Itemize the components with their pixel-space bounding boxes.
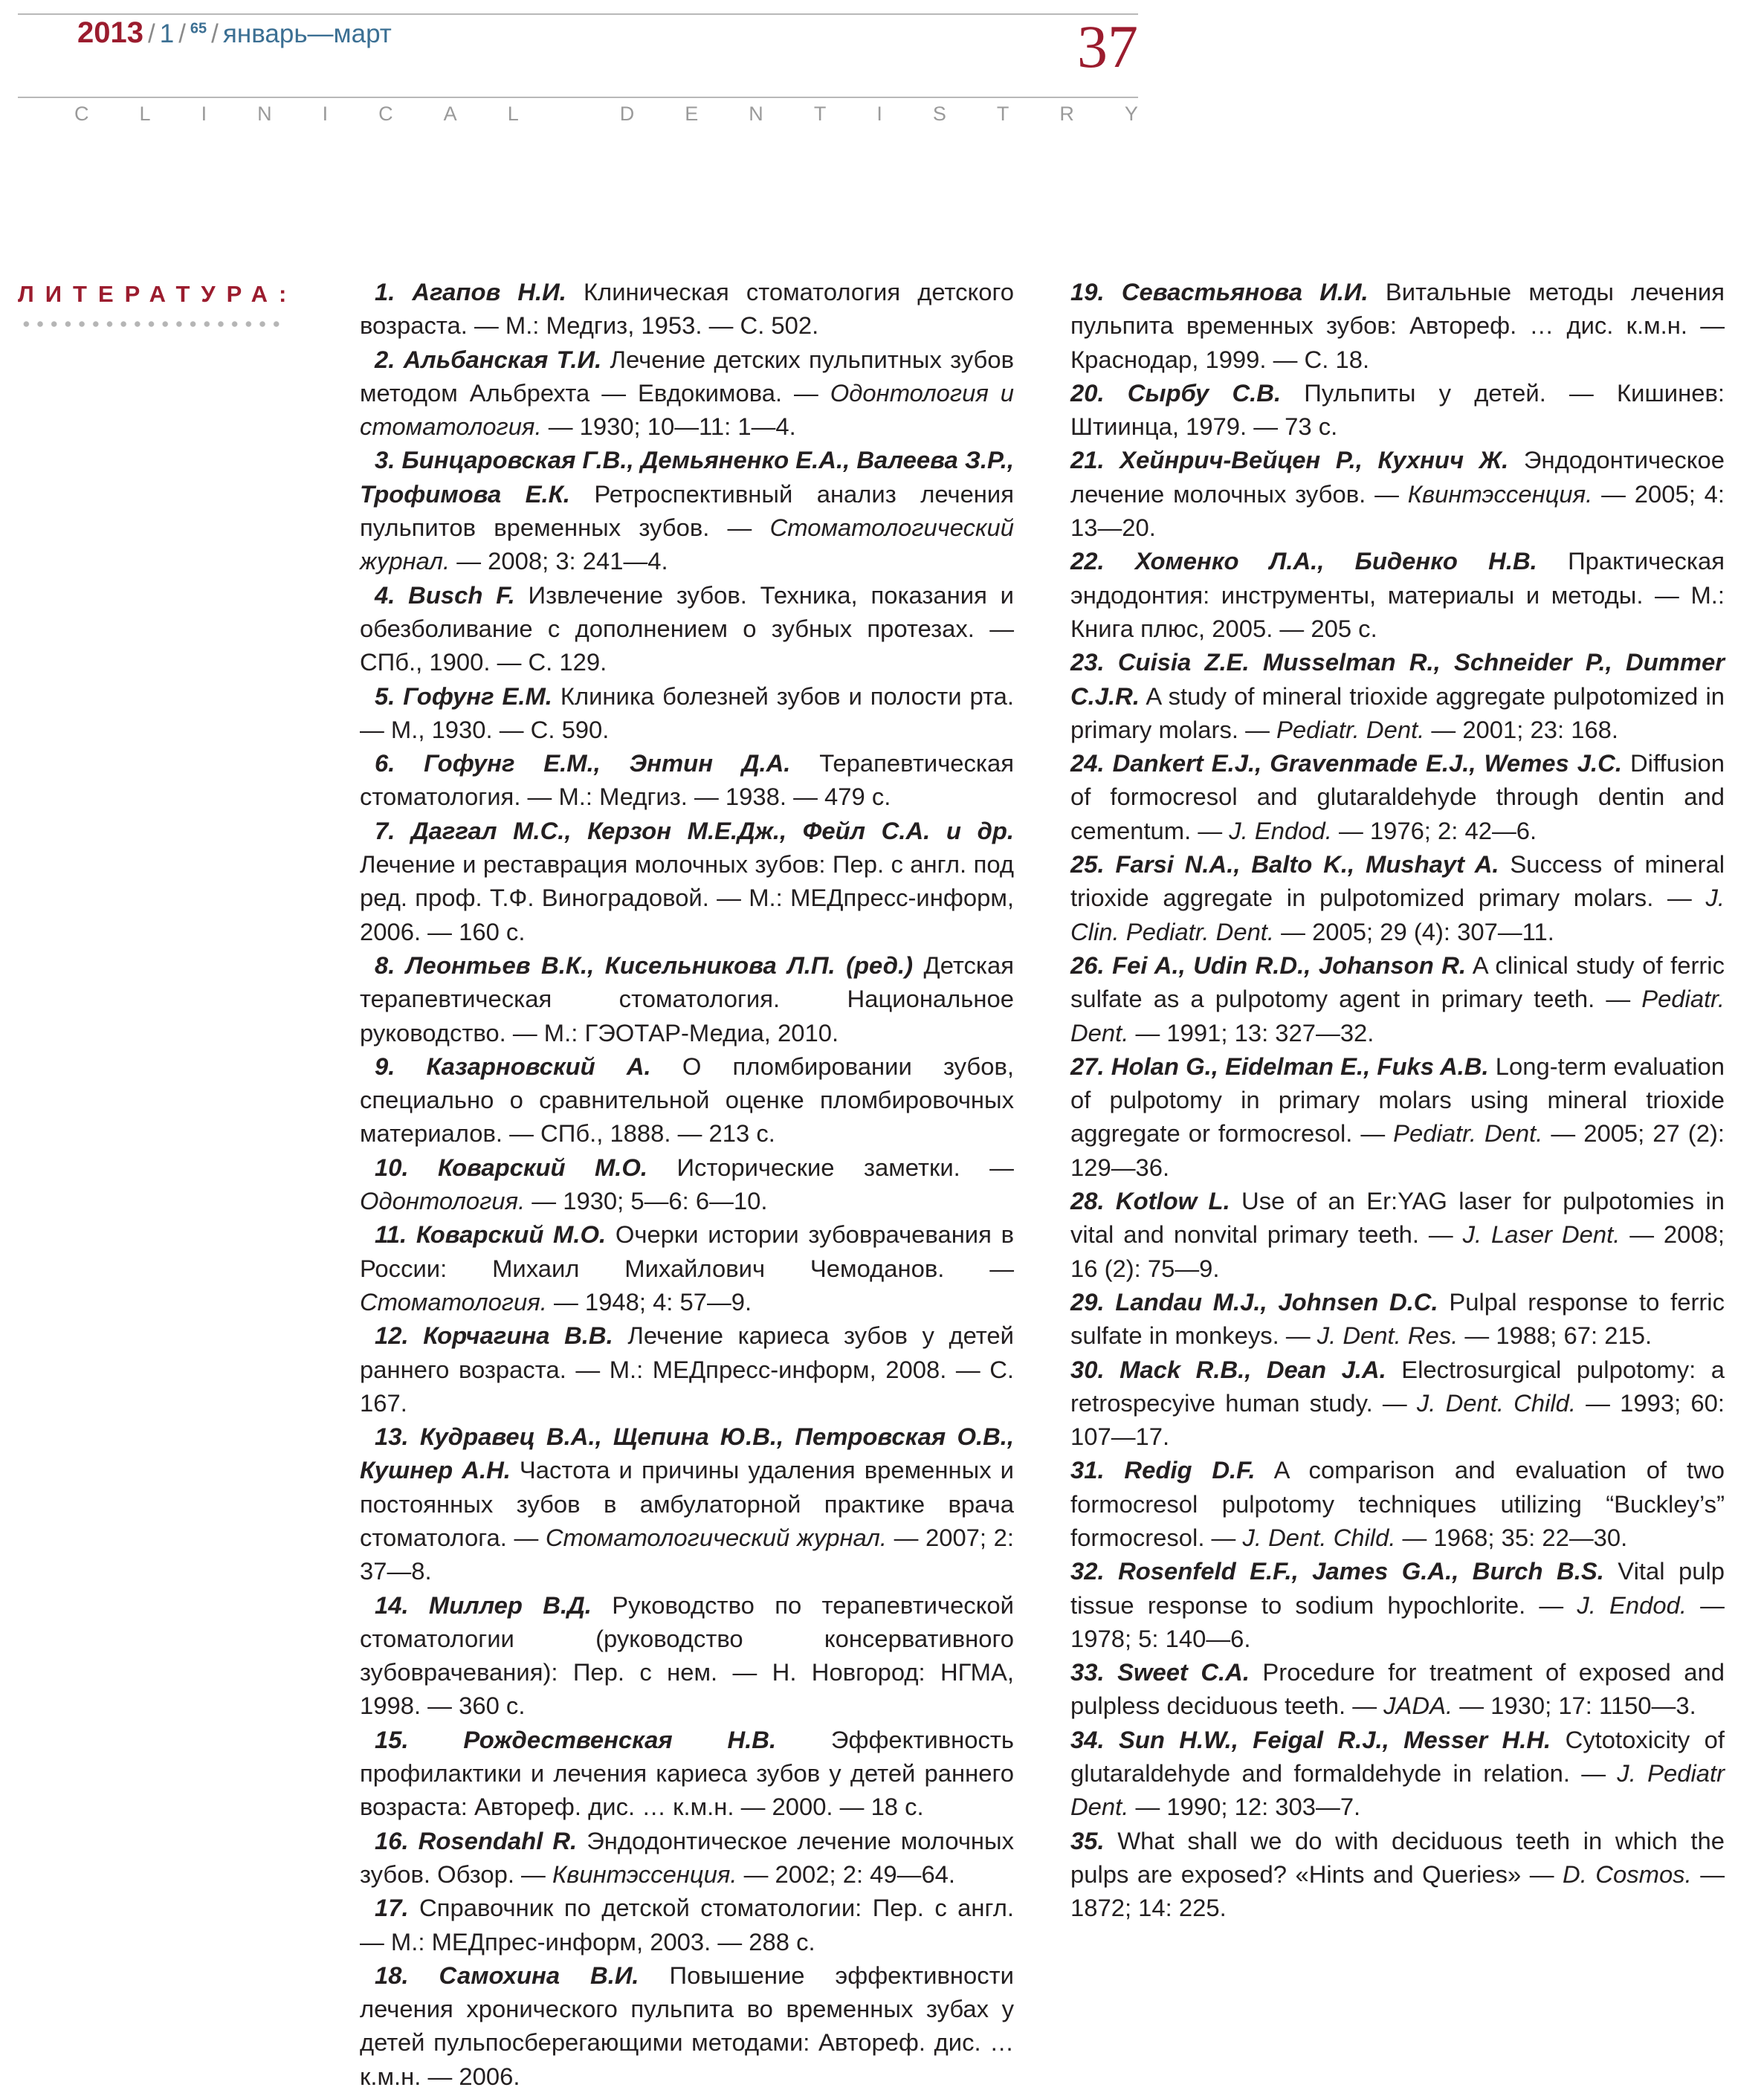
reference-entry bbox=[360, 1891, 1014, 1958]
reference-entry bbox=[360, 1049, 1014, 1151]
reference-journal: J. Dent. Res. bbox=[1316, 1322, 1458, 1350]
journal-title-letter: Y bbox=[1124, 103, 1138, 125]
reference-authors: 11. Коварский М.О. bbox=[375, 1220, 607, 1249]
reference-text: — 2002; 2: 49—64. bbox=[737, 1860, 956, 1888]
reference-text: — 1948; 4: 57—9. bbox=[546, 1287, 752, 1316]
reference-text: Эндодонтическое лечение молочных зубов. Обзор. — bbox=[360, 1826, 1015, 1888]
reference-text: — 2005; 29 (4): 307—11. bbox=[1274, 917, 1554, 945]
reference-text: — 2001; 23: 168. bbox=[1424, 715, 1619, 743]
reference-journal: D. Cosmos. bbox=[1563, 1860, 1692, 1888]
reference-authors: 18. Самохина В.И. bbox=[375, 1961, 639, 1989]
reference-authors: 24. Dankert E.J., Gravenmade E.J., Wemes J.C. bbox=[1070, 749, 1622, 777]
reference-journal: Одонтология. bbox=[360, 1187, 526, 1215]
reference-journal: J. Pediatr Dent. bbox=[1070, 1759, 1725, 1821]
reference-text: Повышение эффективности лечения хронического пульпита во временных зубах у детей пульпосберегающими методами: Автореф. дис. … к.м.н. — 2006. bbox=[360, 1961, 1014, 2090]
reference-journal: Стоматология. bbox=[360, 1287, 547, 1316]
journal-title-letter: S bbox=[932, 103, 946, 125]
page-header bbox=[0, 0, 1764, 141]
issue-info bbox=[77, 16, 392, 50]
reference-text: Vital pulp tissue response to sodium hypochlorite. — bbox=[1070, 1557, 1725, 1619]
journal-title-letter: I bbox=[322, 103, 329, 125]
reference-text: Use of an Er:YAG laser for pulpotomies in vital and nonvital primary teeth. — bbox=[1070, 1187, 1725, 1249]
reference-journal: Pediatr. Dent. bbox=[1393, 1119, 1543, 1148]
reference-entry bbox=[360, 746, 1014, 814]
header-bottom-rule bbox=[18, 97, 1138, 98]
journal-title bbox=[74, 103, 1138, 132]
reference-text: — 1993; 60: 107—17. bbox=[1070, 1388, 1725, 1451]
reference-text: Procedure for treatment of exposed and pulpless deciduous teeth. — bbox=[1070, 1658, 1725, 1720]
reference-entry bbox=[360, 1151, 1014, 1218]
reference-authors: 34. Sun H.W., Feigal R.J., Messer H.H. bbox=[1070, 1725, 1551, 1753]
reference-authors: 31. Redig D.F. bbox=[1070, 1456, 1256, 1484]
reference-authors: 19. Севастьянова И.И. bbox=[1070, 278, 1369, 305]
issue-separator: / bbox=[211, 19, 219, 48]
reference-journal: Стоматологический журнал. bbox=[545, 1523, 887, 1551]
reference-text: Ретроспективный анализ лечения пульпитов временных зубов. — bbox=[360, 479, 1015, 542]
reference-authors: 15. Рождественская Н.В. bbox=[375, 1725, 777, 1753]
issue-separator: / bbox=[178, 19, 186, 48]
reference-authors: 5. Гофунг Е.М. bbox=[375, 682, 552, 710]
reference-text: — 1930; 5—6: 6—10. bbox=[525, 1187, 768, 1215]
page-number: 37 bbox=[1077, 13, 1138, 80]
reference-text: What shall we do with deciduous teeth in which the pulps are exposed? «Hints and Queries» — bbox=[1070, 1826, 1725, 1888]
reference-journal: Одонтология и стоматология. bbox=[360, 378, 1015, 441]
reference-entry bbox=[1070, 746, 1725, 847]
journal-title-letter: L bbox=[139, 103, 151, 125]
reference-entry bbox=[360, 679, 1014, 747]
reference-authors: 23. Cuisia Z.E. Musselman R., Schneider P., Dummer C.J.R. bbox=[1070, 648, 1725, 710]
reference-authors: 20. Сырбу С.В. bbox=[1070, 378, 1282, 407]
reference-entry bbox=[1070, 376, 1725, 444]
reference-entry bbox=[360, 814, 1014, 948]
reference-authors: 14. Миллер В.Д. bbox=[375, 1591, 592, 1619]
reference-journal: Pediatr. Dent. bbox=[1276, 715, 1425, 743]
reference-text: A comparison and evaluation of two formocresol pulpotomy techniques utilizing “Buckley’s” formocresol. — bbox=[1070, 1456, 1725, 1551]
reference-authors: 17. bbox=[375, 1894, 409, 1922]
reference-entry bbox=[360, 1420, 1014, 1588]
journal-title-letter: R bbox=[1059, 103, 1074, 125]
reference-text: A clinical study of ferric sulfate as a pulpotomy agent in primary teeth. — bbox=[1070, 951, 1725, 1013]
reference-entry bbox=[1070, 1655, 1725, 1723]
reference-entry bbox=[360, 1723, 1014, 1824]
journal-title-letter: C bbox=[74, 103, 89, 125]
reference-entry bbox=[1070, 443, 1725, 544]
reference-text: Лечение детских пульпитных зубов методом Альбрехта — Евдокимова. — bbox=[360, 345, 1014, 407]
reference-authors: 13. Кудравец В.А., Щепина Ю.В., Петровская О.В., Кушнер А.Н. bbox=[360, 1423, 1014, 1484]
reference-journal: Квинтэссенция. bbox=[1407, 479, 1593, 508]
reference-text: Исторические заметки. — bbox=[647, 1153, 1014, 1181]
reference-text: Лечение кариеса зубов у детей раннего возраста. — М.: МЕДпресс-информ, 2008. — С. 167. bbox=[360, 1322, 1014, 1417]
reference-journal: JADA. bbox=[1383, 1692, 1453, 1720]
reference-authors: 33. Sweet C.A. bbox=[1070, 1658, 1250, 1686]
journal-title-letter: I bbox=[876, 103, 882, 125]
reference-authors: 26. Fei A., Udin R.D., Johanson R. bbox=[1070, 951, 1467, 979]
reference-journal: Стоматологический журнал. bbox=[360, 514, 1014, 575]
reference-text: — 1930; 10—11: 1—4. bbox=[541, 413, 796, 441]
reference-text: Эффективность профилактики и лечения кариеса зубов у детей раннего возраста: Автореф. дис. … к.м.н. — 2000. — 18 с. bbox=[360, 1725, 1015, 1821]
reference-text: — 2005; 4: 13—20. bbox=[1070, 479, 1725, 542]
reference-authors: 32. Rosenfeld E.F., James G.A., Burch B.S. bbox=[1070, 1557, 1604, 1585]
reference-entry bbox=[360, 343, 1014, 444]
references-column-left bbox=[360, 275, 1014, 2093]
reference-text: Cytotoxicity of glutaraldehyde and formaldehyde in relation. — bbox=[1070, 1725, 1725, 1788]
reference-authors: 25. Farsi N.A., Balto K., Mushayt A. bbox=[1070, 850, 1499, 879]
reference-text: Electrosurgical pulpotomy: a retrospecyive human study. — bbox=[1070, 1355, 1725, 1417]
reference-authors: 12. Корчагина В.В. bbox=[375, 1322, 613, 1350]
reference-text: Клиника болезней зубов и полости рта. — М., 1930. — С. 590. bbox=[360, 682, 1015, 743]
journal-title-letter: E bbox=[685, 103, 699, 125]
reference-authors: 2. Альбанская Т.И. bbox=[375, 345, 602, 373]
reference-text: — 1991; 13: 327—32. bbox=[1128, 1018, 1374, 1046]
reference-text: — 1930; 17: 1150—3. bbox=[1453, 1692, 1696, 1720]
reference-text: A study of mineral trioxide aggregate pulpotomized in primary molars. — bbox=[1070, 682, 1725, 743]
journal-title-letter: I bbox=[201, 103, 207, 125]
journal-title-letter: C bbox=[378, 103, 393, 125]
reference-text: — 2007; 2: 37—8. bbox=[360, 1523, 1014, 1585]
reference-authors: 29. Landau M.J., Johnsen D.C. bbox=[1070, 1287, 1438, 1316]
journal-title-letter: T bbox=[813, 103, 827, 125]
reference-text: Частота и причины удаления временных и постоянных зубов в амбулаторной практике врача стоматолога. — bbox=[360, 1456, 1014, 1551]
reference-entry bbox=[1070, 544, 1725, 645]
reference-text: Diffusion of formocresol and glutaraldehyde through dentin and cementum. — bbox=[1070, 749, 1725, 844]
reference-journal: J. Clin. Pediatr. Dent. bbox=[1070, 884, 1725, 945]
reference-text: Клиническая стоматология детского возраста. — М.: Медгиз, 1953. — С. 502. bbox=[360, 278, 1014, 340]
journal-title-letter: A bbox=[443, 103, 457, 125]
references-column-right bbox=[1070, 275, 1725, 1925]
reference-authors: 27. Holan G., Eidelman E., Fuks A.B. bbox=[1070, 1052, 1489, 1080]
journal-title-letter: L bbox=[507, 103, 519, 125]
reference-text: Справочник по детской стоматологии: Пер. с англ. — М.: МЕДпрес-информ, 2003. — 288 с. bbox=[360, 1894, 1014, 1955]
reference-text: Очерки истории зубоврачевания в России: Михаил Михайлович Чемоданов. — bbox=[360, 1220, 1014, 1282]
issue-total-number: 65 bbox=[190, 20, 207, 37]
reference-entry bbox=[1070, 275, 1725, 376]
reference-text: Извлечение зубов. Техника, показания и обезболивание с дополнением о зубных протезах. — СПб., 1900. — С. 129. bbox=[360, 580, 1014, 676]
references-heading: ЛИТЕРАТУРА: bbox=[18, 281, 298, 307]
reference-text: Лечение и реставрация молочных зубов: Пер. с англ. под ред. проф. Т.Ф. Виноградовой. — М.: МЕДпресс-информ, 2006. — 160 с. bbox=[360, 850, 1014, 945]
reference-text: — 1872; 14: 225. bbox=[1070, 1860, 1725, 1922]
issue-months: январь—март bbox=[222, 19, 392, 48]
reference-entry bbox=[360, 948, 1014, 1049]
reference-entry bbox=[360, 1958, 1014, 2093]
reference-entry bbox=[1070, 1285, 1725, 1353]
reference-text: — 2008; 16 (2): 75—9. bbox=[1070, 1220, 1725, 1282]
reference-entry bbox=[360, 1319, 1014, 1420]
reference-authors: 6. Гофунг Е.М., Энтин Д.А. bbox=[375, 749, 791, 777]
reference-authors: 22. Хоменко Л.А., Биденко Н.В. bbox=[1070, 547, 1537, 575]
reference-journal: J. Dent. Child. bbox=[1416, 1388, 1576, 1417]
reference-text: Терапевтическая стоматология. — М.: Медгиз. — 1938. — 479 с. bbox=[360, 749, 1014, 811]
reference-entry bbox=[360, 1588, 1014, 1723]
reference-journal: Pediatr. Dent. bbox=[1070, 985, 1725, 1046]
header-top-rule bbox=[18, 13, 1138, 15]
reference-text: Детская терапевтическая стоматология. Национальное руководство. — М.: ГЭОТАР-Медиа, 2010. bbox=[360, 951, 1014, 1046]
reference-entry bbox=[360, 275, 1014, 343]
reference-text: Pulpal response to ferric sulfate in monkeys. — bbox=[1070, 1287, 1725, 1350]
reference-entry bbox=[1070, 1453, 1725, 1554]
issue-separator: / bbox=[147, 19, 155, 48]
reference-entry bbox=[360, 443, 1014, 578]
reference-authors: 21. Хейнрич-Вейцен Р., Кухнич Ж. bbox=[1070, 446, 1509, 474]
reference-authors: 10. Коварский М.О. bbox=[375, 1153, 648, 1181]
reference-text: О пломбировании зубов, специально о сравнительной оценке пломбировочных материалов. — СПб., 1888. — 213 с. bbox=[360, 1052, 1014, 1148]
reference-entry bbox=[1070, 1723, 1725, 1824]
reference-text: — 2005; 27 (2): 129—36. bbox=[1070, 1119, 1725, 1181]
reference-entry bbox=[1070, 1353, 1725, 1454]
reference-text: Практическая эндодонтия: инструменты, материалы и методы. — М.: Книга плюс, 2005. — 205 с. bbox=[1070, 547, 1725, 642]
reference-entry bbox=[1070, 1554, 1725, 1655]
reference-authors: 16. Rosendahl R. bbox=[375, 1826, 578, 1854]
dotted-divider bbox=[19, 320, 284, 329]
reference-text: Пульпиты у детей. — Кишинев: Штиинца, 1979. — 73 с. bbox=[1070, 378, 1725, 441]
reference-authors: 1. Агапов Н.И. bbox=[375, 278, 566, 305]
journal-title-letter: T bbox=[996, 103, 1009, 125]
reference-text: Витальные методы лечения пульпита временных зубов: Автореф. … дис. к.м.н. — Краснодар, 1999. — С. 18. bbox=[1070, 278, 1725, 373]
reference-journal: J. Laser Dent. bbox=[1462, 1220, 1621, 1249]
reference-journal: J. Endod. bbox=[1577, 1591, 1687, 1619]
reference-authors: 30. Mack R.B., Dean J.A. bbox=[1070, 1355, 1386, 1383]
reference-text: Success of mineral trioxide aggregate in pulpotomized primary molars. — bbox=[1070, 850, 1725, 912]
journal-title-letter: N bbox=[257, 103, 272, 125]
reference-text: Эндодонтическое лечение молочных зубов. — bbox=[1070, 446, 1725, 508]
reference-entry bbox=[360, 1824, 1014, 1892]
reference-entry bbox=[1070, 1184, 1725, 1285]
reference-text: Long-term evaluation of pulpotomy in primary molars using mineral trioxide aggregate or formocresol. — bbox=[1070, 1052, 1725, 1148]
reference-authors: 28. Kotlow L. bbox=[1070, 1187, 1230, 1215]
reference-text: — 1990; 12: 303—7. bbox=[1128, 1793, 1361, 1821]
reference-entry bbox=[1070, 1049, 1725, 1184]
reference-journal: J. Dent. Child. bbox=[1242, 1523, 1396, 1551]
reference-text: — 1978; 5: 140—6. bbox=[1070, 1591, 1725, 1652]
reference-entry bbox=[360, 1217, 1014, 1319]
reference-entry bbox=[1070, 948, 1725, 1049]
journal-title-letter: D bbox=[619, 103, 635, 125]
reference-authors: 7. Даггал М.С., Керзон М.Е.Дж., Фейл С.А. и др. bbox=[375, 816, 1014, 844]
reference-text: — 1988; 67: 215. bbox=[1458, 1322, 1652, 1350]
reference-entry bbox=[1070, 645, 1725, 746]
reference-entry bbox=[360, 578, 1014, 679]
reference-authors: 9. Казарновский А. bbox=[375, 1052, 651, 1080]
issue-year: 2013 bbox=[77, 16, 143, 49]
reference-entry bbox=[1070, 847, 1725, 948]
reference-entry bbox=[1070, 1824, 1725, 1925]
journal-title-letter: N bbox=[749, 103, 763, 125]
reference-text: — 1968; 35: 22—30. bbox=[1395, 1523, 1628, 1551]
reference-text: — 2008; 3: 241—4. bbox=[450, 547, 668, 575]
reference-authors: 35. bbox=[1070, 1826, 1105, 1854]
reference-authors: 3. Бинцаровская Г.В., Демьяненко Е.А., Валеева З.Р., Трофимова Е.К. bbox=[360, 446, 1015, 508]
reference-text: Руководство по терапевтической стоматологии (руководство консервативного зубоврачевания): Пер. с нем. — Н. Новгород: НГМА, 1998. — 360 с. bbox=[360, 1591, 1014, 1720]
reference-journal: J. Endod. bbox=[1229, 816, 1332, 844]
reference-authors: 4. Busch F. bbox=[375, 580, 515, 609]
reference-authors: 8. Леонтьев В.К., Кисельникова Л.П. (ред.) bbox=[375, 951, 913, 979]
reference-journal: Квинтэссенция. bbox=[552, 1860, 737, 1888]
issue-number: 1 bbox=[159, 19, 175, 48]
reference-text: — 1976; 2: 42—6. bbox=[1331, 816, 1537, 844]
